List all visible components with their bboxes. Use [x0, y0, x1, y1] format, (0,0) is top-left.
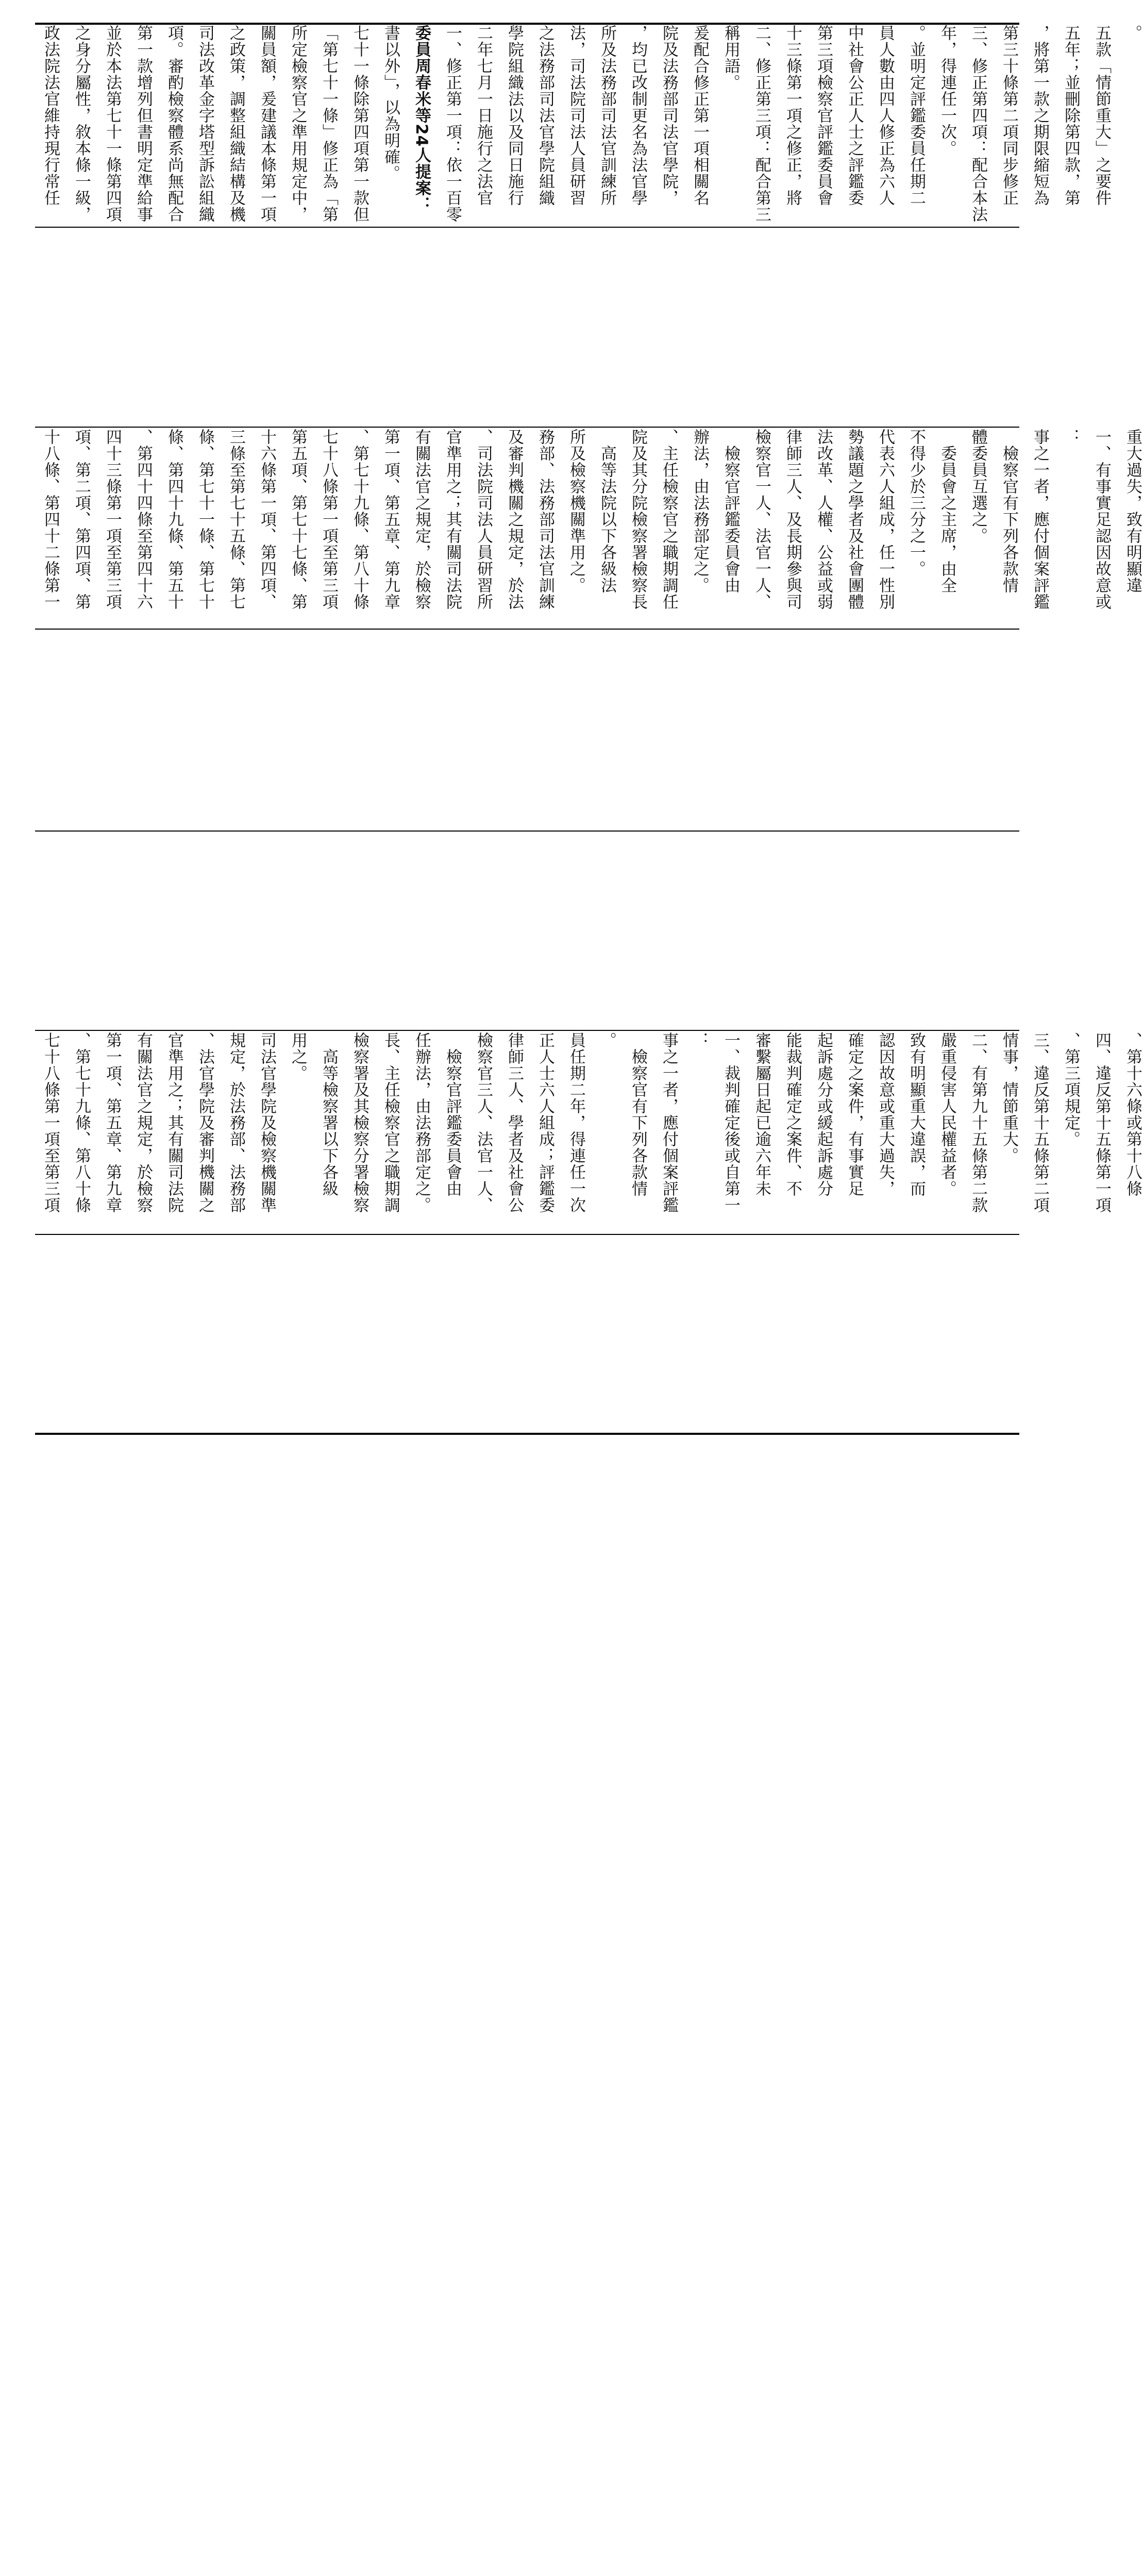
text-column: 所定檢察官之準用規定中，: [289, 25, 307, 223]
text-column: 之身分屬性，敘本條一級，: [72, 25, 91, 223]
text-column: 員人數由四人修正為六人: [876, 25, 895, 206]
text-column: 學院組織法以及同日施行: [505, 25, 524, 206]
text-column: 檢察官評鑑委員會由: [721, 429, 740, 594]
text-column: 官準用之；其有關司法院: [443, 429, 462, 610]
text-column: 任辦法，由法務部定之。: [412, 1032, 431, 1213]
text-column: 所及檢察機關準用之。: [567, 429, 585, 594]
text-column: 、第十六條或第十八條: [1123, 1032, 1142, 1197]
text-column: 用之。: [289, 1032, 307, 1081]
text-column: 政法院法官維持現行常任: [41, 25, 60, 206]
text-column: 、法官學院及審判機關之: [196, 1032, 214, 1213]
text-column: 第一項、第五章、第九章: [381, 429, 400, 610]
text-column: 爰配合修正第一項相關名: [691, 25, 709, 206]
text-column: 關員額，爰建議本條第一項: [258, 25, 276, 223]
text-column: 二、有第九十五條第二款: [969, 1032, 987, 1213]
text-column: 四、違反第十五條第一項: [1092, 1032, 1111, 1213]
text-column: 、第三項規定。: [1062, 1032, 1080, 1147]
text-column: 致有明顯重大違誤，而: [907, 1032, 926, 1197]
text-column: ，將第一款之期限縮短為: [1031, 25, 1049, 206]
text-column: 法改革、人權、公益或弱: [814, 429, 833, 610]
text-column: 檢察官三人、法官一人、: [474, 1032, 493, 1213]
text-column: 稱用語。: [721, 25, 740, 91]
text-column: 不得少於三分之一。: [907, 429, 926, 577]
text-column: 、主任檢察官之職期調任: [660, 429, 678, 610]
text-column: 第三十條第二項同步修正: [1000, 25, 1018, 206]
text-column: 檢察署及其檢察分署檢察: [350, 1032, 369, 1213]
text-column: 審繫屬日起已逾六年未: [752, 1032, 771, 1197]
text-column: 檢察官一人、法官一人、: [752, 429, 771, 610]
rule: [35, 227, 1019, 228]
rule: [35, 629, 1019, 630]
band-columns: [35, 1032, 1142, 1233]
text-column: 一、裁判確定後或自第一: [721, 1032, 740, 1213]
bottom-rule: [35, 1433, 1019, 1435]
text-column: 重大過失，致有明顯違: [1123, 429, 1142, 594]
text-column: 、第七十九條、第八十條: [72, 1032, 91, 1213]
text-column: 項。審酌檢察體系尚無配合: [165, 25, 183, 223]
text-column: 一、修正第一項：依一百零: [443, 25, 462, 223]
text-column: 。並明定評鑑委員任期二: [907, 25, 926, 206]
text-column: 一、有事實足認因故意或: [1092, 429, 1111, 610]
current-text-band: [35, 1032, 1142, 1233]
text-column: 員任期二年，得連任一次: [567, 1032, 585, 1213]
text-column: 檢察官有下列各款情: [1000, 429, 1018, 594]
text-column: 情事，情節重大。: [1000, 1032, 1018, 1164]
text-column: 七十八條第一項至第三項: [41, 1032, 60, 1213]
text-column: 五年；並刪除第四款，第: [1062, 25, 1080, 206]
text-column: 、第四十四條至第四十六: [134, 429, 153, 610]
rule: [35, 427, 1019, 428]
text-column: 三、修正第四項：配合本法: [969, 25, 987, 223]
text-column: 長、主任檢察官之職期調: [381, 1032, 400, 1213]
text-column: 條、第七十一條、第七十: [196, 429, 214, 610]
text-column: 。: [598, 1032, 616, 1048]
text-column: 務部、法務部司法官訓練: [536, 429, 554, 610]
text-column: 規定，於法務部、法務部: [227, 1032, 245, 1213]
text-column: 。: [1123, 25, 1142, 41]
text-column: 司法改革金字塔型訴訟組織: [196, 25, 214, 223]
text-column: 七十八條第一項至第三項: [320, 429, 338, 610]
text-column: 體委員互選之。: [969, 429, 987, 544]
text-column: 十八條、第四十二條第一: [41, 429, 60, 610]
text-column: ：: [691, 1032, 709, 1048]
text-column: 三、違反第十五條第二項: [1031, 1032, 1049, 1213]
text-column: 之政策，調整組織結構及機: [227, 25, 245, 223]
text-column: 二年七月一日施行之法官: [474, 25, 493, 206]
amendment-text-band: [35, 429, 1142, 627]
band-columns: [35, 25, 1142, 226]
text-column: 高等法院以下各級法: [598, 429, 616, 594]
text-column: 第一款增列但書明定準給事: [134, 25, 153, 223]
text-column: 十三條第一項之修正，將: [783, 25, 802, 206]
text-column: 嚴重侵害人民權益者。: [938, 1032, 956, 1197]
text-column: 七十一條除第四項第一款但: [350, 25, 369, 223]
text-column: 、司法院司法人員研習所: [474, 429, 493, 610]
text-column: 司法官學院及檢察機關準: [258, 1032, 276, 1213]
text-column: 正人士六人組成；評鑑委: [536, 1032, 554, 1213]
text-column: 之法務部司法官學院組織: [536, 25, 554, 206]
text-column: ，均已改制更名為法官學: [629, 25, 647, 206]
band-columns: [35, 429, 1142, 627]
text-column: 項、第二項、第四項、第: [72, 429, 91, 610]
rule: [35, 1234, 1019, 1235]
text-column: 第五項、第七十七條、第: [289, 429, 307, 610]
text-column: 檢察官評鑑委員會由: [443, 1032, 462, 1197]
text-column: 及審判機關之規定，於法: [505, 429, 524, 610]
text-column: 律師三人、及長期參與司: [783, 429, 802, 610]
text-column: 「第七十一條」修正為「第: [320, 25, 338, 223]
text-column: 第一項、第五章、第九章: [103, 1032, 122, 1213]
text-column: 勢議題之學者及社會團體: [845, 429, 864, 610]
text-column: 四十三條第一項至第三項: [103, 429, 122, 610]
text-column: 委員周春米等24人提案：: [412, 25, 431, 213]
text-column: 三條至第七十五條、第七: [227, 429, 245, 610]
text-column: 並於本法第七十一條第四項: [103, 25, 122, 223]
text-column: 書以外」，以為明確。: [381, 25, 400, 182]
text-column: 官準用之；其有關司法院: [165, 1032, 183, 1213]
text-column: ：: [1062, 429, 1080, 445]
text-column: 中社會公正人士之評鑑委: [845, 25, 864, 206]
rule: [35, 1030, 1019, 1031]
text-column: 起訴處分或緩起訴處分: [814, 1032, 833, 1197]
text-column: 二、修正第三項：配合第三: [752, 25, 771, 223]
explanation-band: [35, 25, 1142, 226]
text-column: 年，得連任一次。: [938, 25, 956, 157]
text-column: 事之一者，應付個案評鑑: [660, 1032, 678, 1213]
rule: [35, 831, 1019, 832]
text-column: 院及其分院檢察署檢察長: [629, 429, 647, 610]
text-column: 高等檢察署以下各級: [320, 1032, 338, 1197]
text-column: 律師三人、學者及社會公: [505, 1032, 524, 1213]
text-column: 條、第四十九條、第五十: [165, 429, 183, 610]
text-column: 檢察官有下列各款情: [629, 1032, 647, 1197]
text-column: 十六條第一項、第四項、: [258, 429, 276, 610]
text-column: 有關法官之規定，於檢察: [134, 1032, 153, 1213]
text-column: 法，司法院司法人員研習: [567, 25, 585, 206]
text-column: 代表六人組成，任一性別: [876, 429, 895, 610]
text-column: 所及法務部司法官訓練所: [598, 25, 616, 206]
text-column: 委員會之主席，由全: [938, 429, 956, 594]
text-column: 院及法務部司法官學院，: [660, 25, 678, 206]
text-column: 五款「情節重大」之要件: [1092, 25, 1111, 206]
text-column: 能裁判確定之案件、不: [783, 1032, 802, 1197]
text-column: 、第七十九條、第八十條: [350, 429, 369, 610]
text-column: 確定之案件，有事實足: [845, 1032, 864, 1197]
text-column: 第三項檢察官評鑑委員會: [814, 25, 833, 206]
text-column: 事之一者，應付個案評鑑: [1031, 429, 1049, 610]
text-column: 有關法官之規定，於檢察: [412, 429, 431, 610]
text-column: 辦法，由法務部定之。: [691, 429, 709, 594]
text-column: 認因故意或重大過失，: [876, 1032, 895, 1197]
